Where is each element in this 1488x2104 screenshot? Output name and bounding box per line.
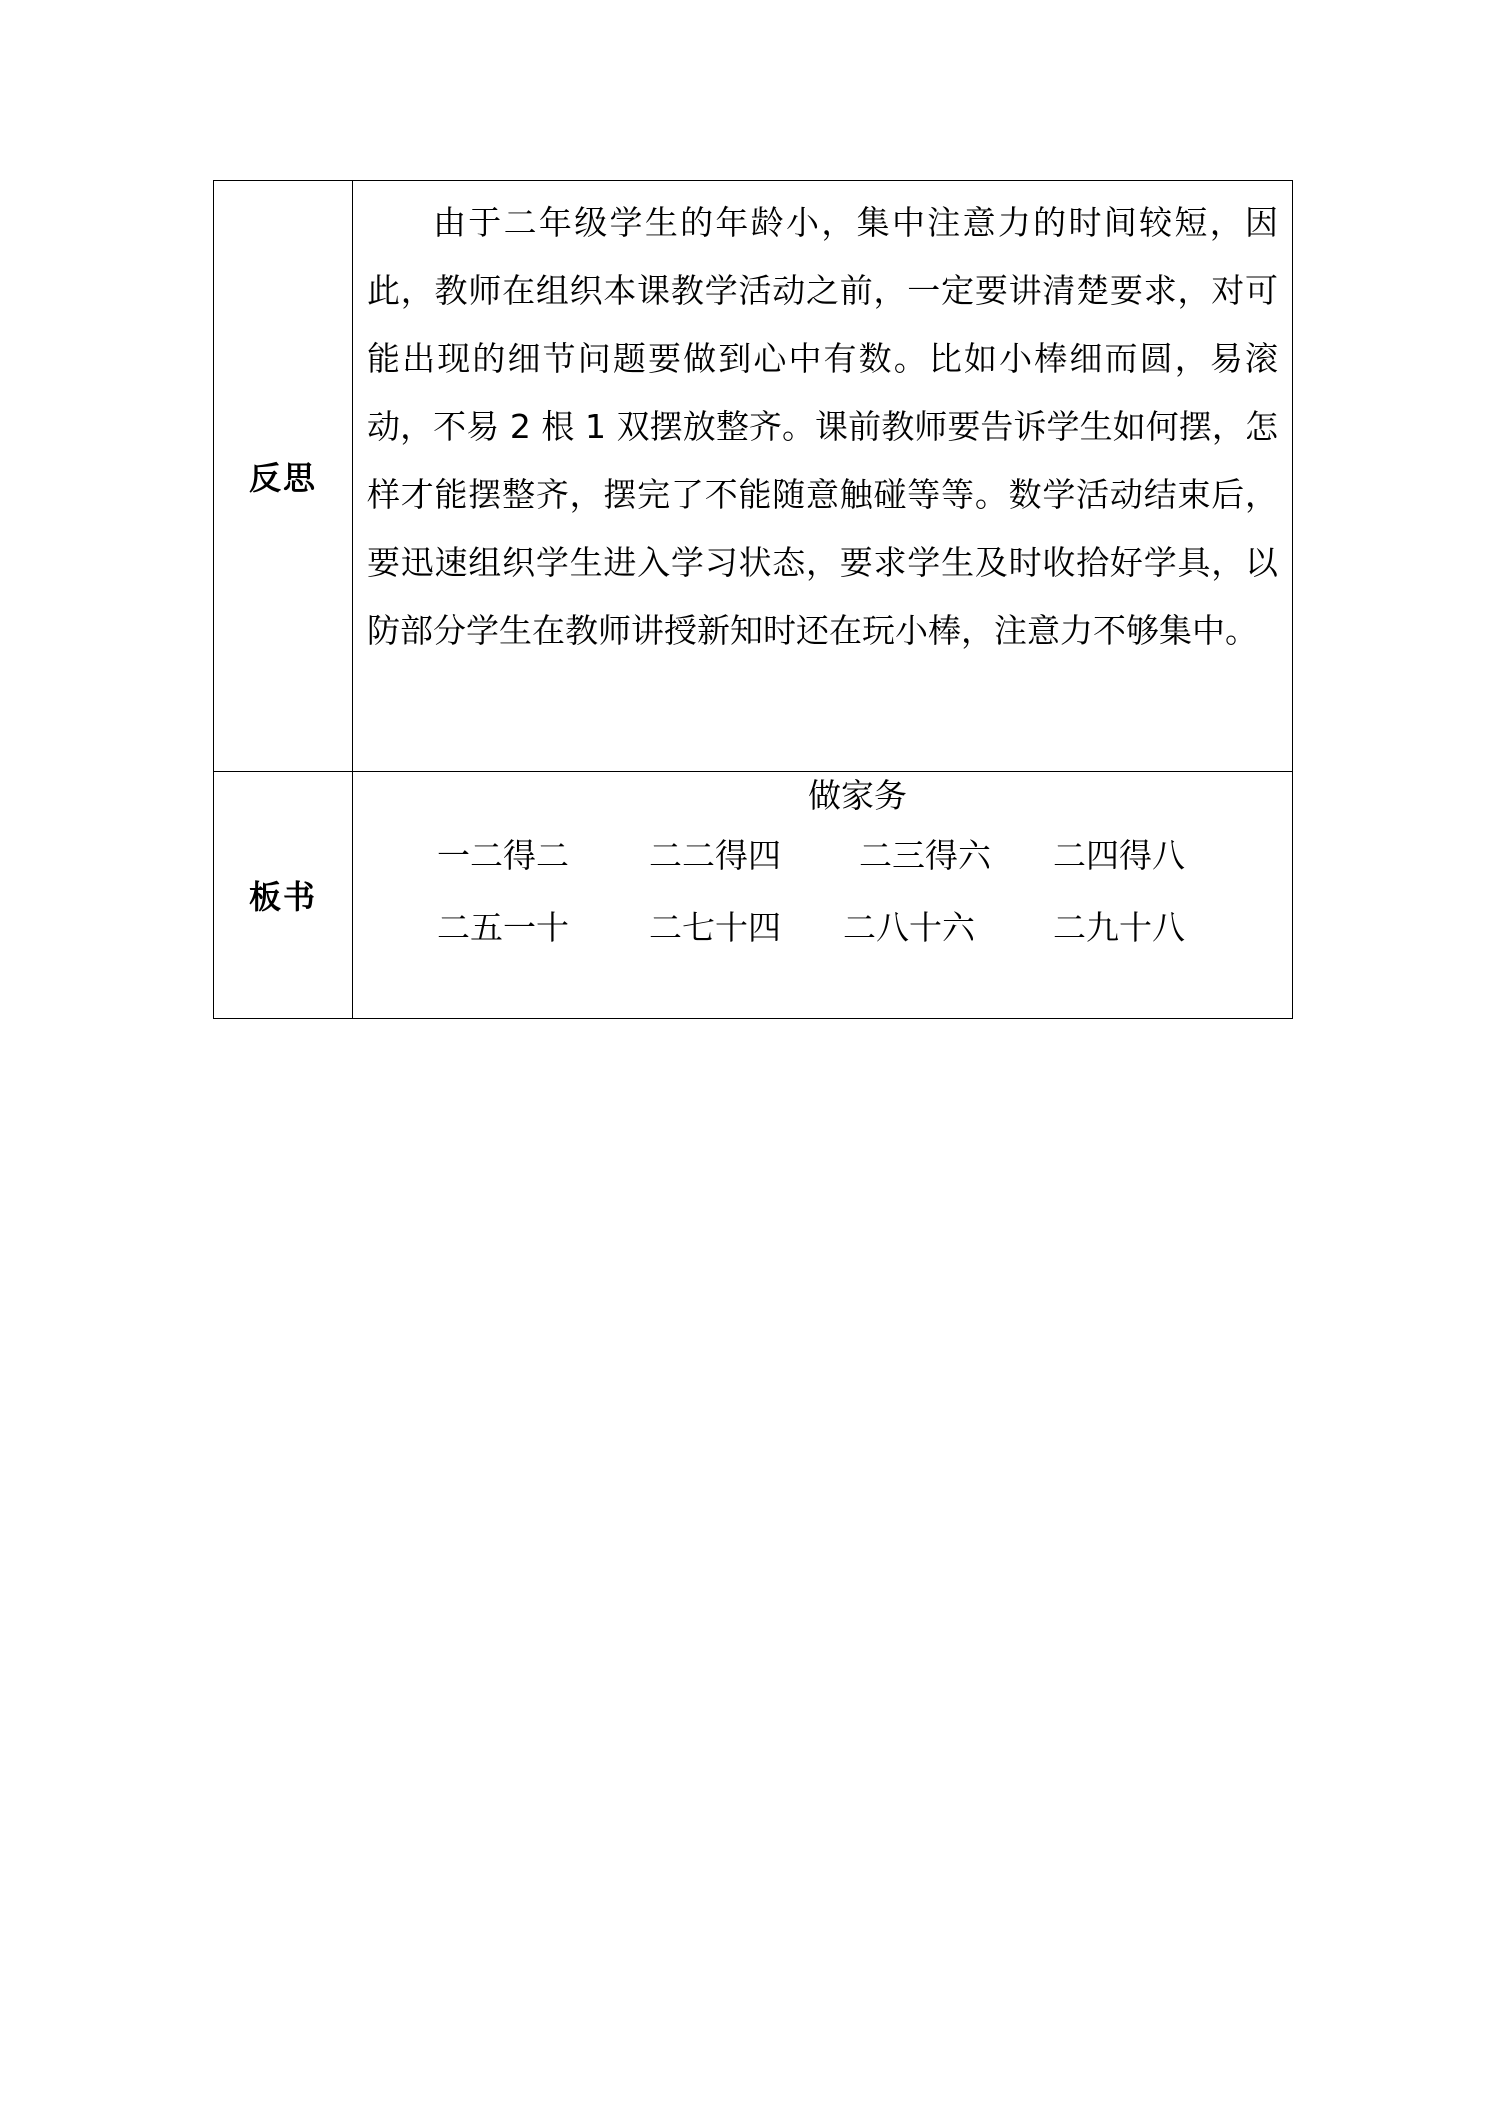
reflection-content-cell <box>353 181 1293 772</box>
board-line-2 <box>353 892 1292 964</box>
board-item: 二七十四 <box>649 908 781 947</box>
board-row <box>214 772 1293 1019</box>
board-content-cell <box>353 772 1293 1019</box>
board-label: 板书 <box>214 772 353 1019</box>
board-title: 做家务 <box>808 776 907 815</box>
board-line-1 <box>353 820 1292 892</box>
board-item: 二九十八 <box>1053 908 1185 947</box>
board-item: 二五一十 <box>437 908 569 947</box>
board-item: 二二得四 <box>649 836 781 875</box>
lesson-table <box>213 180 1293 1019</box>
reflection-text: 由于二年级学生的年龄小，集中注意力的时间较短，因此，教师在组织本课教学活动之前，一定要讲清楚要求，对可能出现的细节问题要做到心中有数。比如小棒细而圆，易滚动，不易 2 根 1 双摆放整齐。课前教师要告诉学生如何摆，怎样才能摆整齐，摆完了不能随意触碰等等。数学活动结束后，要迅速组织学生进入学习状态，要求学生及时收拾好学具，以防部分学生在教师讲授新知时还在玩小棒，注意力不够集中。 <box>367 203 1278 650</box>
reflection-row <box>214 181 1293 772</box>
board-item: 二四得八 <box>1053 836 1185 875</box>
reflection-label: 反思 <box>214 181 353 772</box>
board-item: 二三得六 <box>859 836 991 875</box>
board-item: 二八十六 <box>843 908 975 947</box>
board-item: 一二得二 <box>437 836 569 875</box>
